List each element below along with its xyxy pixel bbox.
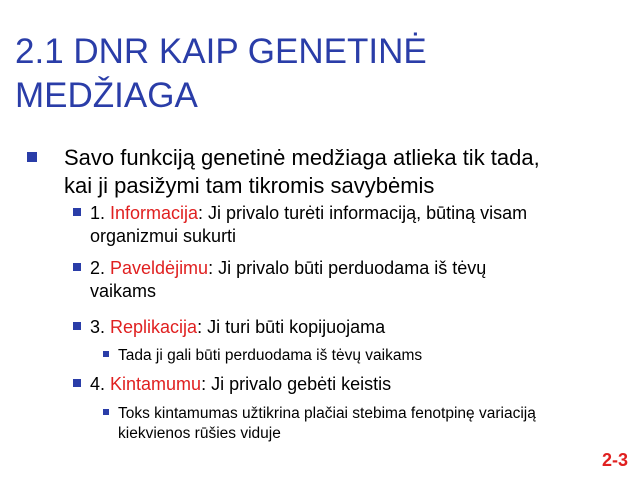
subbullet-paveldejimu	[90, 257, 620, 303]
bullet-main	[64, 144, 624, 200]
square-bullet-icon	[73, 379, 81, 387]
term-replikacija: Replikacija	[110, 317, 198, 337]
item-number: 1.	[90, 203, 111, 223]
square-bullet-icon	[73, 263, 81, 271]
subbullet-replikacija-line	[90, 316, 620, 339]
subbullet-informacija-line-1	[90, 202, 620, 225]
item-number: 4.	[90, 374, 111, 394]
subsubbullet-kintamumu-line-1: Toks kintamumas užtikrina plačiai stebima fenotpinę variaciją	[118, 405, 536, 422]
subsubbullet-kintamumu	[118, 404, 618, 444]
square-bullet-icon	[73, 322, 81, 330]
square-bullet-icon	[73, 208, 81, 216]
page-number: 2-3	[601, 450, 628, 470]
bullet-main-line-1: Savo funkciją genetinė medžiaga atlieka tik tada,	[64, 145, 540, 170]
term-informacija: Informacija	[110, 203, 199, 223]
item-number: 2.	[90, 258, 111, 278]
slide-title-line-1: 2.1 DNR KAIP GENETINĖ	[15, 32, 427, 71]
term-paveldejimu: Paveldėjimu	[110, 258, 209, 278]
subbullet-paveldejimu-text: : Ji privalo būti perduodama iš tėvų	[208, 258, 487, 278]
slide-title	[15, 30, 625, 118]
subbullet-kintamumu-text: : Ji privalo gebėti keistis	[201, 374, 392, 394]
subbullet-informacija-text: : Ji privalo turėti informaciją, būtiną visam	[198, 203, 528, 223]
subsubbullet-replikacija-text: Tada ji gali būti perduodama iš tėvų vaikams	[118, 347, 423, 364]
subbullet-paveldejimu-line-1	[90, 257, 620, 280]
subbullet-kintamumu	[90, 373, 620, 396]
subbullet-replikacija	[90, 316, 620, 339]
subbullet-informacija-line-2: organizmui sukurti	[90, 226, 237, 246]
item-number: 3.	[90, 317, 111, 337]
square-bullet-icon	[103, 351, 109, 357]
subbullet-replikacija-text: : Ji turi būti kopijuojama	[197, 317, 386, 337]
square-bullet-icon	[27, 152, 37, 162]
subsubbullet-kintamumu-line-2: kiekvienos rūšies viduje	[118, 425, 281, 442]
subbullet-kintamumu-line	[90, 373, 620, 396]
square-bullet-icon	[103, 409, 109, 415]
term-kintamumu: Kintamumu	[110, 374, 202, 394]
bullet-main-line-2: kai ji pasižymi tam tikromis savybėmis	[64, 173, 435, 198]
subbullet-paveldejimu-line-2: vaikams	[90, 281, 157, 301]
subsubbullet-replikacija	[118, 346, 618, 366]
slide-title-line-2: MEDŽIAGA	[15, 76, 198, 115]
subbullet-informacija	[90, 202, 620, 248]
